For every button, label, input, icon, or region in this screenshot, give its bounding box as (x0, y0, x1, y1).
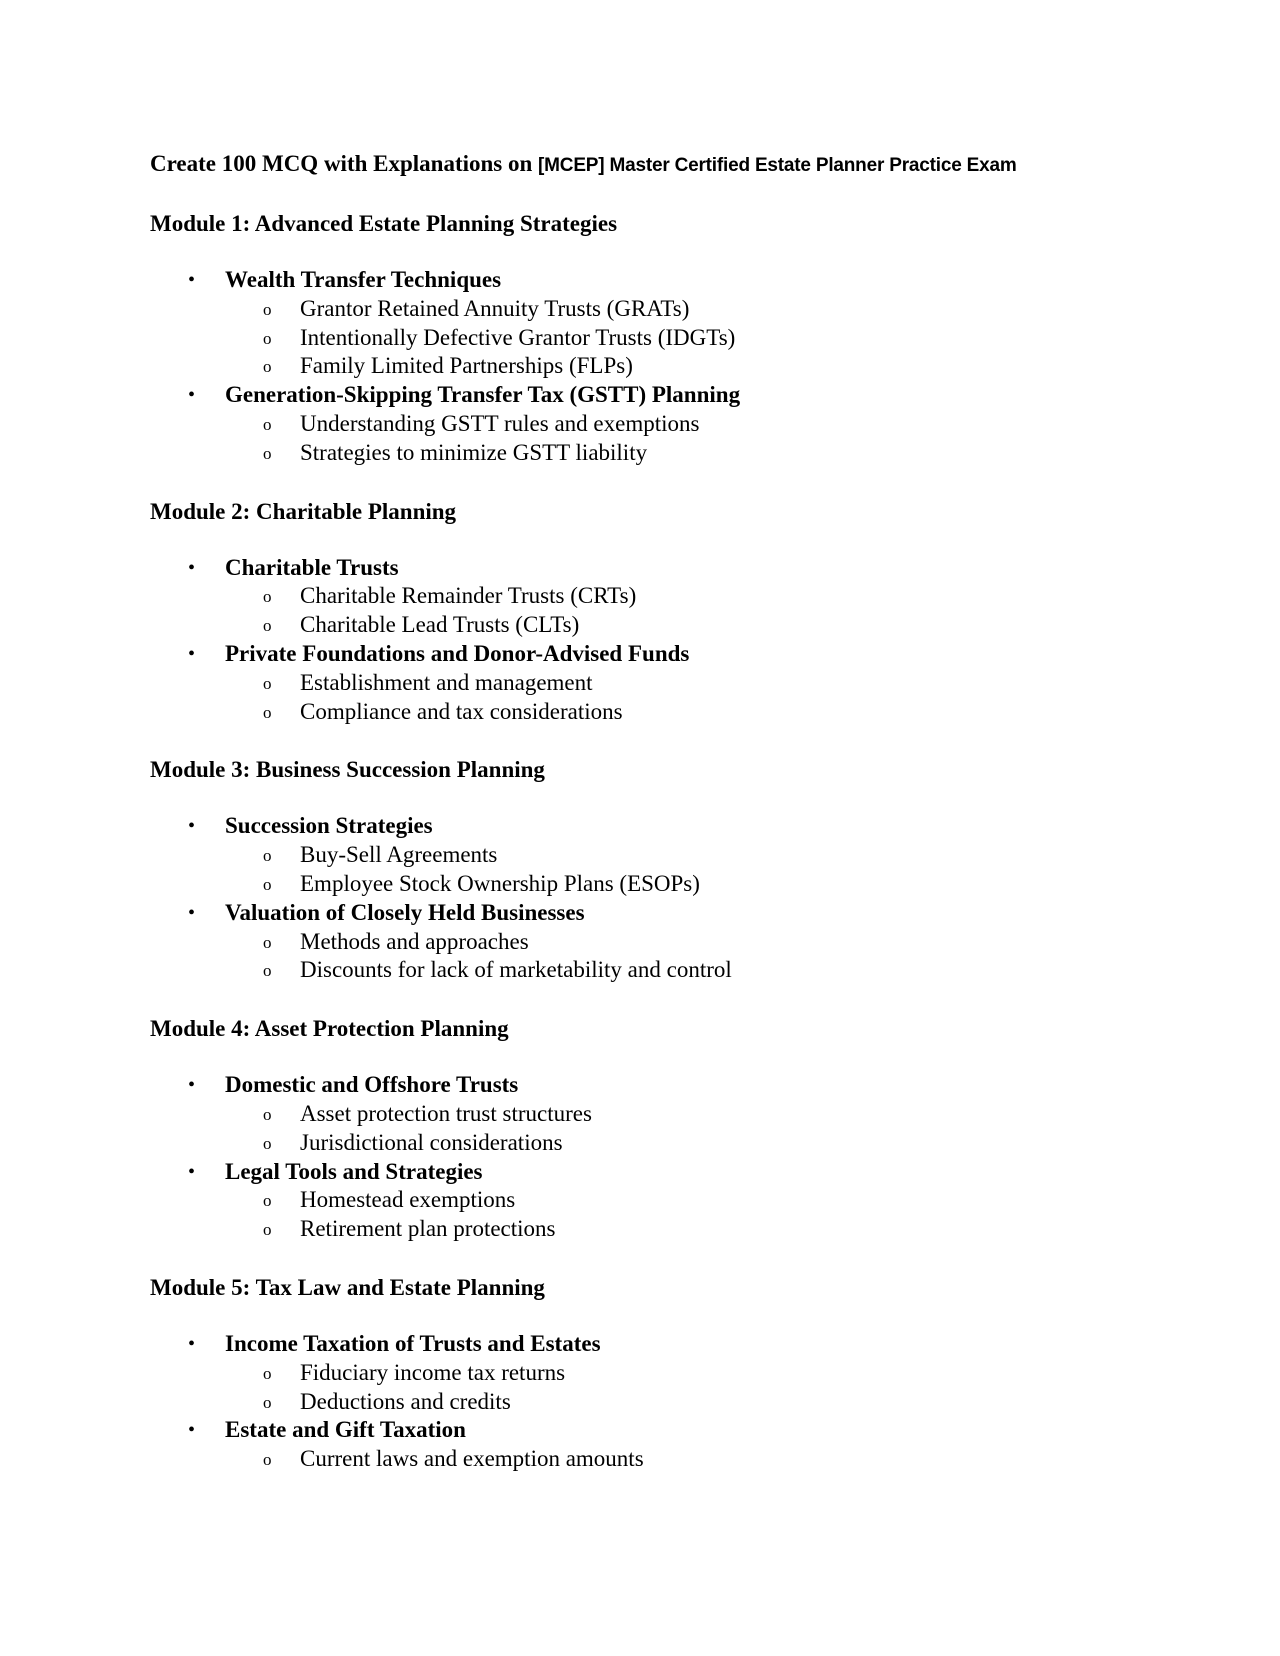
topic-item (150, 381, 1150, 467)
topic-item (150, 640, 1150, 726)
subtopic-item (225, 928, 1150, 957)
subtopic-item (225, 324, 1150, 353)
circle-bullet-icon: o (263, 587, 272, 607)
modules-container (150, 210, 1150, 1474)
topic-label: Succession Strategies (225, 813, 433, 839)
subtopic-label: Fiduciary income tax returns (300, 1359, 566, 1385)
subtopic-label: Homestead exemptions (300, 1187, 516, 1213)
subtopic-label: Current laws and exemption amounts (300, 1446, 644, 1472)
topic-label: Charitable Trusts (225, 554, 399, 580)
bullet-icon: • (188, 1160, 196, 1183)
subtopic-label: Intentionally Defective Grantor Trusts (IDGTs) (300, 324, 736, 350)
subtopic-list (225, 1100, 1150, 1158)
circle-bullet-icon: o (263, 1191, 272, 1211)
bullet-icon: • (188, 642, 196, 665)
subtopic-label: Family Limited Partnerships (FLPs) (300, 353, 633, 379)
circle-bullet-icon: o (263, 1104, 272, 1124)
topic-list (150, 812, 1150, 985)
circle-bullet-icon: o (263, 357, 272, 377)
module-heading: Module 2: Charitable Planning (150, 498, 457, 524)
circle-bullet-icon: o (263, 1363, 272, 1383)
circle-bullet-icon: o (263, 1133, 272, 1153)
topic-label: Private Foundations and Donor-Advised Funds (225, 640, 690, 666)
circle-bullet-icon: o (263, 299, 272, 319)
subtopic-label: Methods and approaches (300, 928, 529, 954)
topic-list (150, 1330, 1150, 1474)
subtopic-item (225, 669, 1150, 698)
subtopic-item (225, 1388, 1150, 1417)
topic-list (150, 1071, 1150, 1244)
subtopic-list (225, 582, 1150, 640)
bullet-icon: • (188, 815, 196, 838)
topic-item (150, 1416, 1150, 1474)
subtopic-item (225, 1445, 1150, 1474)
subtopic-label: Understanding GSTT rules and exemptions (300, 410, 700, 436)
subtopic-label: Charitable Remainder Trusts (CRTs) (300, 583, 637, 609)
circle-bullet-icon: o (263, 961, 272, 981)
topic-item (150, 899, 1150, 985)
subtopic-label: Employee Stock Ownership Plans (ESOPs) (300, 870, 700, 896)
subtopic-label: Grantor Retained Annuity Trusts (GRATs) (300, 295, 690, 321)
title-exam-name: [MCEP] Master Certified Estate Planner Practice Exam (538, 155, 1017, 176)
topic-item (150, 554, 1150, 640)
bullet-icon: • (188, 269, 196, 291)
subtopic-item (225, 870, 1150, 899)
topic-item (150, 812, 1150, 898)
subtopic-item (225, 295, 1150, 324)
subtopic-item (225, 1129, 1150, 1158)
subtopic-list (225, 1359, 1150, 1417)
bullet-icon: • (188, 1332, 196, 1355)
module-heading: Module 4: Asset Protection Planning (150, 1016, 509, 1042)
circle-bullet-icon: o (263, 932, 272, 952)
circle-bullet-icon: o (263, 1392, 272, 1412)
subtopic-list (225, 928, 1150, 986)
circle-bullet-icon: o (263, 1220, 272, 1240)
subtopic-label: Jurisdictional considerations (300, 1129, 563, 1155)
document-title (150, 150, 1150, 180)
subtopic-label: Strategies to minimize GSTT liability (300, 439, 648, 465)
bullet-icon: • (188, 1419, 196, 1442)
topic-item (150, 1071, 1150, 1157)
bullet-icon: • (188, 1074, 196, 1097)
topic-label: Wealth Transfer Techniques (225, 267, 502, 292)
subtopic-label: Charitable Lead Trusts (CLTs) (300, 612, 580, 638)
circle-bullet-icon: o (263, 702, 272, 722)
circle-bullet-icon: o (263, 328, 272, 348)
circle-bullet-icon: o (263, 874, 272, 894)
subtopic-item (225, 582, 1150, 611)
subtopic-label: Establishment and management (300, 669, 593, 695)
module-heading: Module 1: Advanced Estate Planning Strategies (150, 211, 618, 236)
topic-label: Estate and Gift Taxation (225, 1417, 466, 1443)
subtopic-item (225, 698, 1150, 727)
subtopic-item (225, 956, 1150, 985)
module-section (150, 1015, 1150, 1244)
topic-label: Legal Tools and Strategies (225, 1158, 483, 1184)
bullet-icon: • (188, 556, 196, 579)
topic-label: Valuation of Closely Held Businesses (225, 899, 585, 925)
subtopic-list (225, 1445, 1150, 1474)
subtopic-item (225, 611, 1150, 640)
subtopic-list (225, 841, 1150, 899)
subtopic-list (225, 410, 1150, 468)
module-section (150, 498, 1150, 727)
title-prefix: Create 100 MCQ with Explanations on (150, 151, 539, 176)
subtopic-item (225, 1186, 1150, 1215)
subtopic-item (225, 439, 1150, 468)
circle-bullet-icon: o (263, 673, 272, 693)
circle-bullet-icon: o (263, 846, 272, 866)
topic-item (150, 1158, 1150, 1244)
subtopic-item (225, 352, 1150, 381)
topic-item (150, 266, 1150, 381)
topic-list (150, 554, 1150, 727)
subtopic-list (225, 1186, 1150, 1244)
topic-label: Generation-Skipping Transfer Tax (GSTT) Planning (225, 382, 741, 408)
subtopic-item (225, 1359, 1150, 1388)
topic-item (150, 1330, 1150, 1416)
topic-label: Domestic and Offshore Trusts (225, 1072, 519, 1098)
module-section (150, 210, 1150, 468)
subtopic-label: Buy-Sell Agreements (300, 842, 498, 868)
topic-list (150, 266, 1150, 468)
subtopic-label: Compliance and tax considerations (300, 698, 623, 724)
subtopic-list (225, 295, 1150, 381)
subtopic-label: Deductions and credits (300, 1388, 511, 1414)
subtopic-list (225, 669, 1150, 727)
subtopic-item (225, 410, 1150, 439)
module-section (150, 756, 1150, 985)
module-section (150, 1274, 1150, 1474)
bullet-icon: • (188, 384, 196, 407)
circle-bullet-icon: o (263, 443, 272, 463)
module-heading: Module 5: Tax Law and Estate Planning (150, 1274, 545, 1300)
subtopic-label: Retirement plan protections (300, 1216, 556, 1242)
subtopic-item (225, 841, 1150, 870)
circle-bullet-icon: o (263, 414, 272, 434)
bullet-icon: • (188, 901, 196, 924)
module-heading: Module 3: Business Succession Planning (150, 757, 545, 783)
document-page (150, 150, 1150, 1474)
subtopic-item (225, 1215, 1150, 1244)
topic-label: Income Taxation of Trusts and Estates (225, 1330, 601, 1356)
circle-bullet-icon: o (263, 1450, 272, 1470)
subtopic-label: Discounts for lack of marketability and control (300, 957, 732, 983)
subtopic-item (225, 1100, 1150, 1129)
circle-bullet-icon: o (263, 616, 272, 636)
subtopic-label: Asset protection trust structures (300, 1100, 592, 1126)
